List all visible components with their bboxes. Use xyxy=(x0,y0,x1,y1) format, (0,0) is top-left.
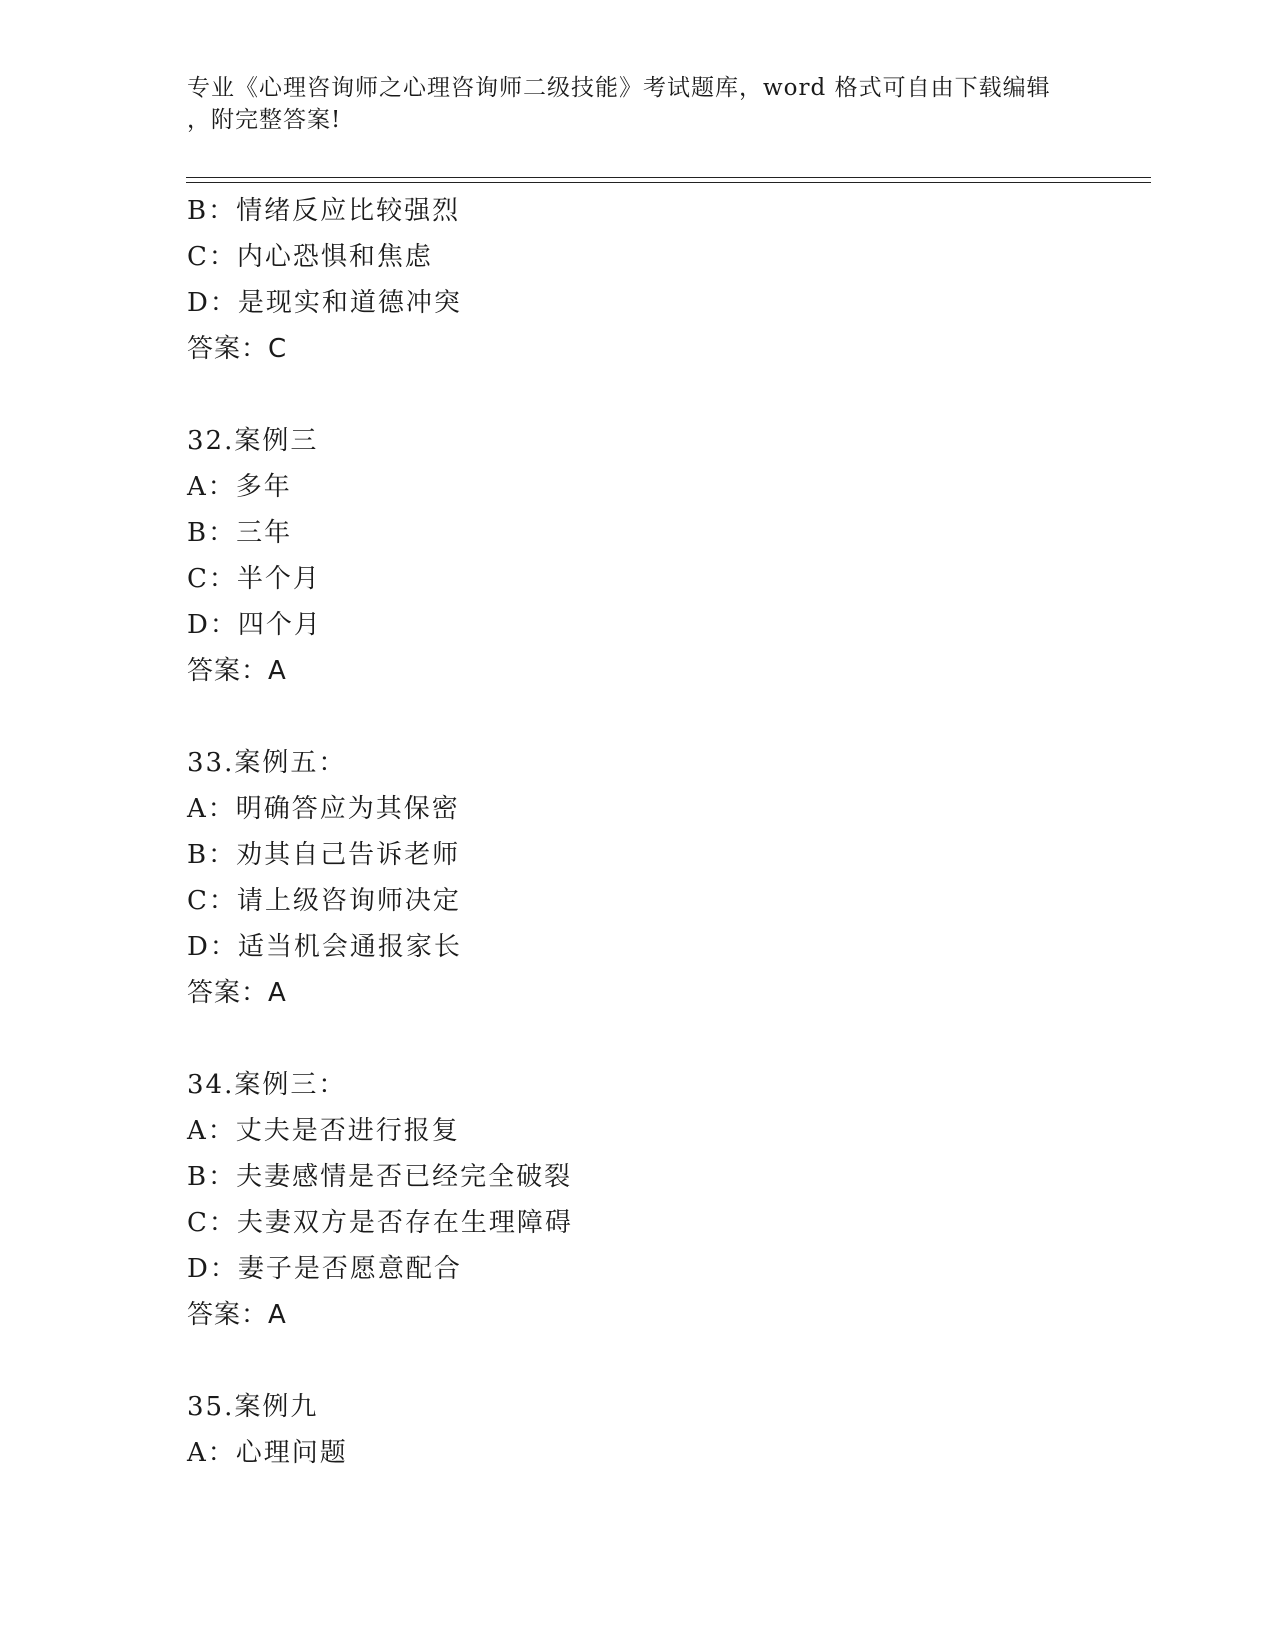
document-header xyxy=(187,72,1087,136)
spacer xyxy=(187,694,1147,740)
answer-line: 答案：A xyxy=(187,1300,287,1330)
option-a: A：丈夫是否进行报复 xyxy=(187,1116,460,1146)
option-a: A：多年 xyxy=(187,472,292,502)
answer-line: 答案：C xyxy=(187,334,288,364)
option-d: D：妻子是否愿意配合 xyxy=(187,1254,462,1284)
option-b: B：夫妻感情是否已经完全破裂 xyxy=(187,1162,573,1192)
question-title: 33.案例五： xyxy=(187,748,347,778)
question-33 xyxy=(187,740,1147,1016)
question-title: 35.案例九 xyxy=(187,1392,319,1422)
spacer xyxy=(187,1016,1147,1062)
option-b: B：情绪反应比较强烈 xyxy=(187,196,461,226)
option-b: B：劝其自己告诉老师 xyxy=(187,840,461,870)
spacer xyxy=(187,372,1147,418)
question-list xyxy=(187,188,1147,1476)
header-divider-top xyxy=(186,177,1151,178)
question-title: 34.案例三： xyxy=(187,1070,347,1100)
option-d: D：适当机会通报家长 xyxy=(187,932,462,962)
header-line-2: ，附完整答案! xyxy=(187,107,342,133)
header-line-1: 专业《心理咨询师之心理咨询师二级技能》考试题库，word 格式可自由下载编辑 xyxy=(187,75,1051,101)
partial-question xyxy=(187,188,1147,372)
option-d: D：是现实和道德冲突 xyxy=(187,288,462,318)
spacer xyxy=(187,1338,1147,1384)
option-c: C：夫妻双方是否存在生理障碍 xyxy=(187,1208,573,1238)
answer-line: 答案：A xyxy=(187,978,287,1008)
answer-line: 答案：A xyxy=(187,656,287,686)
question-34 xyxy=(187,1062,1147,1338)
option-c: C：内心恐惧和焦虑 xyxy=(187,242,433,272)
question-32 xyxy=(187,418,1147,694)
option-a: A：明确答应为其保密 xyxy=(187,794,460,824)
option-a: A：心理问题 xyxy=(187,1438,348,1468)
option-c: C：请上级咨询师决定 xyxy=(187,886,461,916)
header-divider-bottom xyxy=(186,182,1151,183)
option-d: D：四个月 xyxy=(187,610,322,640)
question-35 xyxy=(187,1384,1147,1476)
option-c: C：半个月 xyxy=(187,564,321,594)
question-title: 32.案例三 xyxy=(187,426,319,456)
option-b: B：三年 xyxy=(187,518,293,548)
